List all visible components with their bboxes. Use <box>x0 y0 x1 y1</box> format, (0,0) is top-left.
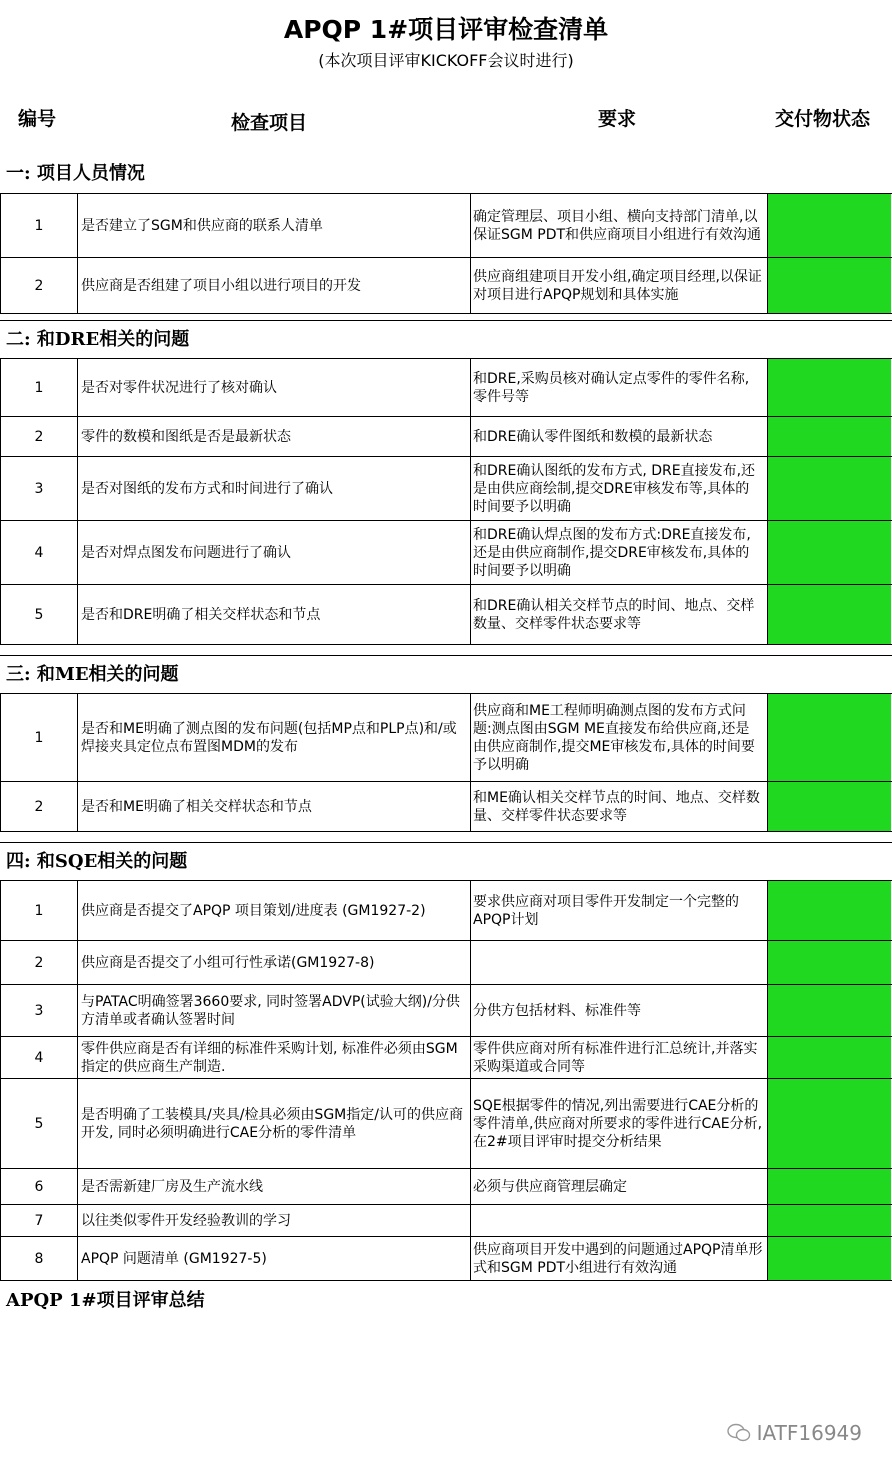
requirement: 要求供应商对项目零件开发制定一个完整的APQP计划 <box>471 881 768 940</box>
row-number: 1 <box>0 359 78 416</box>
requirement: 确定管理层、项目小组、横向支持部门清单,以保证SGM PDT和供应商项目小组进行有效沟通 <box>471 194 768 257</box>
deliverable-status <box>768 1205 891 1236</box>
deliverable-status <box>768 417 891 456</box>
deliverable-status <box>768 694 891 781</box>
deliverable-status <box>768 1037 891 1078</box>
header-status: 交付物状态 <box>775 108 871 130</box>
row-number: 8 <box>0 1237 78 1280</box>
requirement: 供应商项目开发中遇到的问题通过APQP清单形式和SGM PDT小组进行有效沟通 <box>471 1237 768 1280</box>
deliverable-status <box>768 941 891 984</box>
check-item: 与PATAC明确签署3660要求, 同时签署ADVP(试验大纲)/分供方清单或者确认签署时间 <box>78 985 471 1036</box>
requirement: 和DRE确认焊点图的发布方式:DRE直接发布,还是由供应商制作,提交DRE审核发布,具体的时间要予以明确 <box>471 521 768 584</box>
deliverable-status <box>768 359 891 416</box>
deliverable-status <box>768 1237 891 1280</box>
header-no: 编号 <box>18 108 57 130</box>
deliverable-status <box>768 521 891 584</box>
table-row <box>0 781 892 831</box>
table-row <box>0 940 892 984</box>
watermark <box>727 1421 862 1445</box>
check-item: 以往类似零件开发经验教训的学习 <box>78 1205 471 1236</box>
section-title: 三: 和ME相关的问题 <box>0 655 892 693</box>
requirement: 和DRE确认相关交样节点的时间、地点、交样数量、交样零件状态要求等 <box>471 585 768 644</box>
check-item: 是否和ME明确了测点图的发布问题(包括MP点和PLP点)和/或焊接夹具定位点布置图MDM的发布 <box>78 694 471 781</box>
deliverable-status <box>768 585 891 644</box>
section-bottom-border <box>0 313 892 314</box>
table-row <box>0 1078 892 1168</box>
deliverable-status <box>768 881 891 940</box>
requirement: 和DRE确认零件图纸和数模的最新状态 <box>471 417 768 456</box>
check-item: 供应商是否提交了小组可行性承诺(GM1927-8) <box>78 941 471 984</box>
section-bottom-border <box>0 1280 892 1281</box>
row-number: 1 <box>0 881 78 940</box>
table-row <box>0 193 892 257</box>
summary-title: APQP 1#项目评审总结 <box>6 1290 205 1311</box>
row-number: 7 <box>0 1205 78 1236</box>
row-number: 6 <box>0 1169 78 1204</box>
header-req: 要求 <box>598 108 637 130</box>
check-item: 是否对图纸的发布方式和时间进行了确认 <box>78 457 471 520</box>
requirement: 必须与供应商管理层确定 <box>471 1169 768 1204</box>
table-row <box>0 1036 892 1078</box>
table-row <box>0 693 892 781</box>
table-row <box>0 456 892 520</box>
table-row <box>0 416 892 456</box>
check-item: 是否建立了SGM和供应商的联系人清单 <box>78 194 471 257</box>
table-row <box>0 584 892 644</box>
section-title: 四: 和SQE相关的问题 <box>0 842 892 880</box>
deliverable-status <box>768 782 891 831</box>
table-row <box>0 880 892 940</box>
page-subtitle: (本次项目评审KICKOFF会议时进行) <box>318 51 574 70</box>
row-number: 5 <box>0 1079 78 1168</box>
row-number: 1 <box>0 194 78 257</box>
table-row <box>0 358 892 416</box>
check-item: 是否对焊点图发布问题进行了确认 <box>78 521 471 584</box>
row-number: 4 <box>0 521 78 584</box>
requirement: 和DRE,采购员核对确认定点零件的零件名称,零件号等 <box>471 359 768 416</box>
table-row <box>0 257 892 313</box>
check-item: 供应商是否提交了APQP 项目策划/进度表 (GM1927-2) <box>78 881 471 940</box>
requirement: 和ME确认相关交样节点的时间、地点、交样数量、交样零件状态要求等 <box>471 782 768 831</box>
deliverable-status <box>768 1169 891 1204</box>
check-item: 零件的数模和图纸是否是最新状态 <box>78 417 471 456</box>
section-title: 一: 项目人员情况 <box>6 163 145 184</box>
deliverable-status <box>768 457 891 520</box>
section-bottom-border <box>0 644 892 645</box>
requirement: 和DRE确认图纸的发布方式, DRE直接发布,还是由供应商绘制,提交DRE审核发布等,具体的时间要予以明确 <box>471 457 768 520</box>
table-row <box>0 1236 892 1280</box>
requirement: 供应商组建项目开发小组,确定项目经理,以保证对项目进行APQP规划和具体实施 <box>471 258 768 313</box>
header-item: 检查项目 <box>231 112 308 134</box>
row-number: 4 <box>0 1037 78 1078</box>
deliverable-status <box>768 985 891 1036</box>
row-number: 5 <box>0 585 78 644</box>
requirement: 零件供应商对所有标准件进行汇总统计,并落实采购渠道或合同等 <box>471 1037 768 1078</box>
deliverable-status <box>768 1079 891 1168</box>
check-item: 是否对零件状况进行了核对确认 <box>78 359 471 416</box>
row-number: 2 <box>0 941 78 984</box>
section-bottom-border <box>0 831 892 832</box>
table-row <box>0 984 892 1036</box>
requirement: 分供方包括材料、标准件等 <box>471 985 768 1036</box>
requirement: SQE根据零件的情况,列出需要进行CAE分析的零件清单,供应商对所要求的零件进行CAE分析,在2#项目评审时提交分析结果 <box>471 1079 768 1168</box>
table-row <box>0 520 892 584</box>
check-item: 是否明确了工装模具/夹具/检具必须由SGM指定/认可的供应商开发, 同时必须明确进行CAE分析的零件清单 <box>78 1079 471 1168</box>
requirement: 供应商和ME工程师明确测点图的发布方式问题:测点图由SGM ME直接发布给供应商,还是由供应商制作,提交ME审核发布,具体的时间要予以明确 <box>471 694 768 781</box>
row-number: 2 <box>0 417 78 456</box>
section-title: 二: 和DRE相关的问题 <box>0 320 892 358</box>
wechat-icon <box>727 1423 751 1443</box>
row-number: 2 <box>0 782 78 831</box>
requirement <box>471 1205 768 1236</box>
check-item: 零件供应商是否有详细的标准件采购计划, 标准件必须由SGM指定的供应商生产制造. <box>78 1037 471 1078</box>
watermark-text: IATF16949 <box>756 1421 862 1445</box>
check-item: 是否需新建厂房及生产流水线 <box>78 1169 471 1204</box>
requirement <box>471 941 768 984</box>
check-item: 供应商是否组建了项目小组以进行项目的开发 <box>78 258 471 313</box>
table-row <box>0 1204 892 1236</box>
page-title: APQP 1#项目评审检查清单 <box>283 15 609 44</box>
check-item: APQP 问题清单 (GM1927-5) <box>78 1237 471 1280</box>
table-row <box>0 1168 892 1204</box>
check-item: 是否和ME明确了相关交样状态和节点 <box>78 782 471 831</box>
check-item: 是否和DRE明确了相关交样状态和节点 <box>78 585 471 644</box>
deliverable-status <box>768 194 891 257</box>
row-number: 3 <box>0 457 78 520</box>
deliverable-status <box>768 258 891 313</box>
row-number: 1 <box>0 694 78 781</box>
row-number: 3 <box>0 985 78 1036</box>
row-number: 2 <box>0 258 78 313</box>
